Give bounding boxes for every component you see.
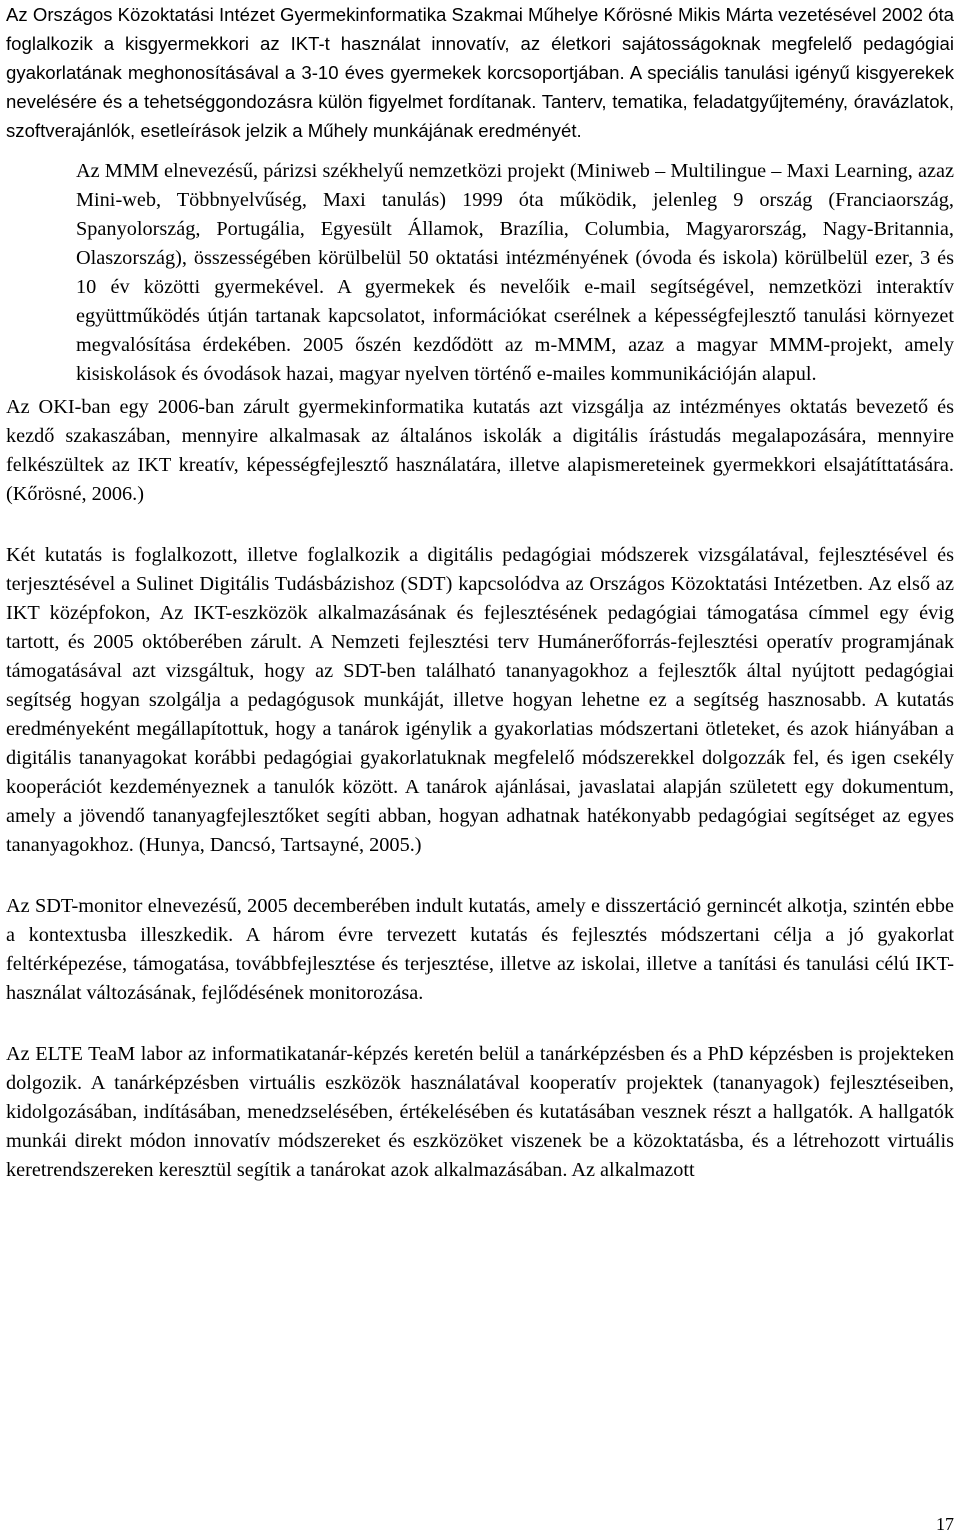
paragraph-okI-workshop: Az Országos Közoktatási Intézet Gyermekinformatika Szakmai Műhelye Kőrösné Mikis Márta vezetésével 2002 óta foglalkozik a kisgyermekkori az IKT-t használat innovatív, az életkori sajátosságoknak megfelelő pedagógiai gyakorlatának meghonosításával a 3-10 éves gyermekek korcsoportjában. A speciális tanulási igényű kisgyerekek nevelésére és a tehetséggondozásra külön figyelmet fordítanak. Tanterv, tematika, feladatgyűjtemény, óravázlatok, szoftverajánlók, esetleírások jelzik a Műhely munkájának eredményét. [6,4,954,141]
paragraph-elte-team: Az ELTE TeaM labor az informatikatanár-képzés keretén belül a tanárképzésben és a PhD képzésben is projekteken dolgozik. A tanárképzésben virtuális eszközök használatával kooperatív projektek (tananyagok) fejlesztéseiben, kidolgozásában, indításában, menedzselésében, értékelésében és kutatásában vesznek részt a hallgatók. A hallgatók munkái direkt módon innovatív módszereket és eszközöket viszenek be a közoktatásba, és a létrehozott virtuális keretrendszereken keresztül segítik a tanárokat azok alkalmazásában. Az alkalmazott [6,1043,954,1181]
paragraph-oki-research: Az OKI-ban egy 2006-ban zárult gyermekinformatika kutatás azt vizsgálja az intézményes oktatás bevezető és kezdő szakaszában, mennyire alkalmasak az általános iskolák a digitális írástudás megalapozására, mennyire felkészültek az IKT kreatív, képességfejlesztő használatára, illetve alapismereteinek gyermekkori elsajátíttatására. (Kőrösné, 2006.) [6,396,954,505]
document-page [6,0,954,1185]
paragraph-sdt-research: Két kutatás is foglalkozott, illetve foglalkozik a digitális pedagógiai módszerek vizsgálatával, fejlesztésével és terjesztésével a Sulinet Digitális Tudásbázishoz (SDT) kapcsolódva az Országos Közoktatási Intézetben. Az első az IKT középfokon, Az IKT-eszközök alkalmazásának és fejlesztésének pedagógiai támogatása címmel egy évig tartott, és 2005 októberében zárult. A Nemzeti fejlesztési terv Humánerőforrás-fejlesztési operatív programjának támogatásával azt vizsgáltuk, hogy az SDT-ben található tananyagokhoz a fejlesztők által nyújtott pedagógiai segítség hogyan szolgálja a pedagógusok munkáját, illetve hogyan lehetne ez a segítség hasznosabb. A kutatás eredményeként megállapítottuk, hogy a tanárok igénylik a gyakorlatias módszertani ötleteket, és azok hiányában a digitális tananyagokat korábbi pedagógiai gyakorlatuknak megfelelő módszerekkel dolgozzák fel, és igen csekély kooperációt kezdeményeznek a tanulók között. A tanárok ajánlásai, javaslatai alapján született egy dokumentum, amely a jövendő tananyagfejlesztőket segíti abban, hogyan adhatnak hatékonyabb pedagógiai segítséget az egyes tananyagokhoz. (Hunya, Dancsó, Tartsayné, 2005.) [6,544,954,856]
paragraph-mmm-project: Az MMM elnevezésű, párizsi székhelyű nemzetközi projekt (Miniweb – Multilingue – Maxi Learning, azaz Mini-web, Többnyelvűség, Maxi tanulás) 1999 óta működik, jelenleg 9 ország (Franciaország, Spanyolország, Portugália, Egyesült Államok, Brazília, Columbia, Magyarország, Nagy-Britannia, Olaszország), összességében körülbelül 50 oktatási intézményének (óvoda és iskola) körülbelül ezer, 3 és 10 év közötti gyermekével. A gyermekek és nevelőik e-mail segítségével, nemzetközi interaktív együttműködés útján tartanak kapcsolatot, információkat cserélnek a képességfejlesztő tanulási környezet megvalósítása érdekében. 2005 őszén kezdődött az m-MMM, azaz a magyar MMM-projekt, amely kisiskolások és óvodások hazai, magyar nyelven történő e-mailes kommunikációján alapul. [76,160,954,385]
page-number: 17 [936,1514,954,1534]
paragraph-sdt-monitor: Az SDT-monitor elnevezésű, 2005 decemberében indult kutatás, amely e disszertáció gernincét alkotja, szintén ebbe a kontextusba illeszkedik. A három évre tervezett kutatás és fejlesztés módszertani célja a jó gyakorlat feltérképezése, támogatása, továbbfejlesztése és terjesztése, illetve az iskolai, illetve a tanítási és tanulási célú IKT-használat változásának, fejlődésének monitorozása. [6,895,954,1004]
